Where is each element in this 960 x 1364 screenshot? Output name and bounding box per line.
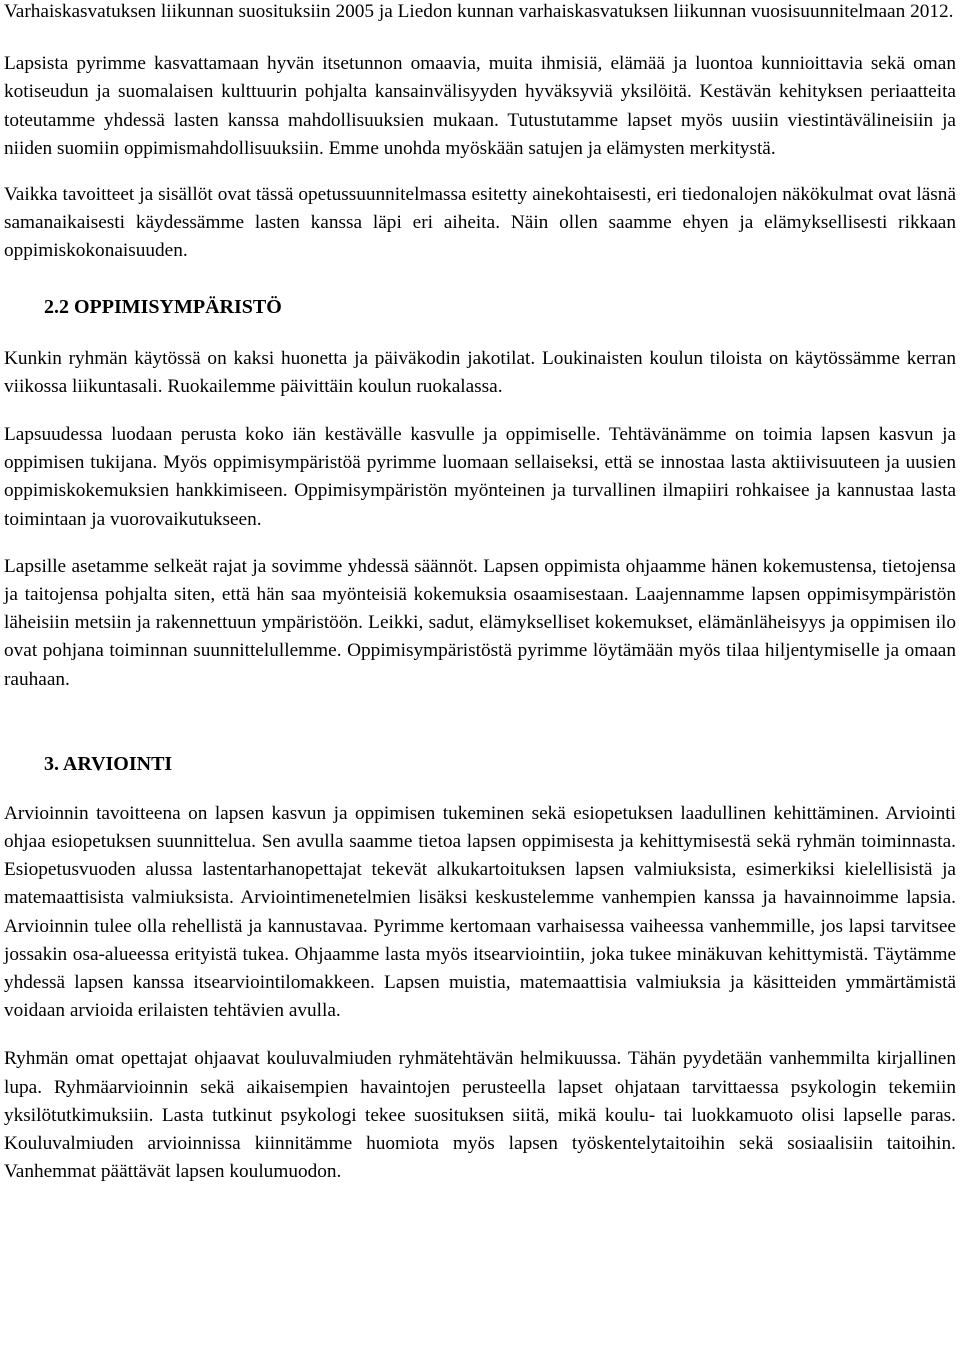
section-3-paragraph-2: Ryhmän omat opettajat ohjaavat kouluvalmiuden ryhmätehtävän helmikuussa. Tähän pyydetään vanhemmilta kirjallinen lupa. Ryhmäarvioinnin sekä aikaisempien havaintojen perusteella lapset ohjataan tarvittaessa psykologin tekemiin yksilötutkimuksiin. Lasta tutkinut psykologi tekee suosituksen siitä, mikä koulu- tai luokkamuoto olisi lapselle paras. Kouluvalmiuden arvioinnissa kiinnitämme huomiota myös lapsen työskentelytaitoihin sekä sosiaalisiin taitoihin. Vanhemmat päättävät lapsen koulumuodon. bbox=[4, 1048, 956, 1183]
section-3-paragraph-1: Arvioinnin tavoitteena on lapsen kasvun ja oppimisen tukeminen sekä esiopetuksen laadullinen kehittäminen. Arviointi ohjaa esiopetuksen suunnittelua. Sen avulla saamme tietoa lapsen oppimisesta ja kehittymisestä sekä ryhmän toiminnasta. Esiopetusvuoden alussa lastentarhanopettajat tekevät alkukartoituksen lapsen valmiuksista, esimerkiksi kielellisistä ja matemaattisista valmiuksista. Arviointimenetelmien lisäksi keskustelemme vanhempien kanssa ja havainnoimme lapsia. Arvioinnin tulee olla rehellistä ja kannustavaa. Pyrimme kertomaan varhaisessa vaiheessa vanhemmille, jos lapsi tarvitsee jossakin osa-alueessa erityistä tukea. Ohjaamme lasta myös itsearviointiin, joka tukee minäkuvan kehittymistä. Täytämme yhdessä lapsen kanssa itsearviointilomakkeen. Lapsen muistia, matemaattisia valmiuksia ja käsitteiden ymmärtämistä voidaan arvioida erilaisten tehtävien avulla. bbox=[4, 802, 956, 1022]
section-2-2-paragraph-1: Kunkin ryhmän käytössä on kaksi huonetta ja päiväkodin jakotilat. Loukinaisten koulun tiloista on käytössämme kerran viikossa liikuntasali. Ruokailemme päivittäin koulun ruokalassa. bbox=[4, 347, 956, 397]
section-2-2-paragraph-3: Lapsille asetamme selkeät rajat ja sovimme yhdessä säännöt. Lapsen oppimista ohjaamme hänen kokemustensa, tietojensa ja taitojensa pohjalta siten, että hän saa myönteisiä kokemuksia osaamisestaan. Laajennamme lapsen oppimisympäristön läheisiin metsiin ja rakennettuun ympäristöön. Leikki, sadut, elämykselliset kokemukset, elämänläheisyys ja oppimisen ilo ovat pohjana toiminnan suunnittelullemme. Oppimisympäristöstä pyrimme löytämään myös tilaa hiljentymiselle ja omaan rauhaan. bbox=[4, 555, 956, 690]
section-heading-3: 3. ARVIOINTI bbox=[44, 752, 173, 775]
document-page bbox=[4, 0, 956, 1187]
intro-paragraph-2: Vaikka tavoitteet ja sisällöt ovat tässä opetussuunnitelmassa esitetty ainekohtaisesti, eri tiedonalojen näkökulmat ovat läsnä samanaikaisesti käydessämme lasten kanssa läpi eri aiheita. Näin ollen saamme ehyen ja elämyksellisesti rikkaan oppimiskokonaisuuden. bbox=[4, 184, 956, 262]
section-heading-2-2: 2.2 OPPIMISYMPÄRISTÖ bbox=[44, 295, 282, 318]
intro-paragraph-1: Lapsista pyrimme kasvattamaan hyvän itsetunnon omaavia, muita ihmisiä, elämää ja luontoa kunnioittavia sekä oman kotiseudun ja suomalaisen kulttuurin pohjalta kansainvälisyyden hyväksyviä yksilöitä. Kestävän kehityksen periaatteita toteutamme yhdessä lasten kanssa mahdollisuuksien mukaan. Tutustutamme lapset myös uusiin viestintävälineisiin ja niiden suomiin oppimismahdollisuuksiin. Emme unohda myöskään satujen ja elämysten merkitystä. bbox=[4, 53, 956, 159]
intro-continuation: Varhaiskasvatuksen liikunnan suosituksiin 2005 ja Liedon kunnan varhaiskasvatuksen liikunnan vuosisuunnitelmaan 2012. bbox=[4, 1, 954, 22]
section-2-2-paragraph-2: Lapsuudessa luodaan perusta koko iän kestävälle kasvulle ja oppimiselle. Tehtävänämme on toimia lapsen kasvun ja oppimisen tukijana. Myös oppimisympäristöä pyrimme luomaan sellaiseksi, että se innostaa lasta aktiivisuuteen ja uusien oppimiskokemuksien hankkimiseen. Oppimisympäristön myönteinen ja turvallinen ilmapiiri rohkaisee ja kannustaa lasta toimintaan ja vuorovaikutukseen. bbox=[4, 424, 956, 530]
